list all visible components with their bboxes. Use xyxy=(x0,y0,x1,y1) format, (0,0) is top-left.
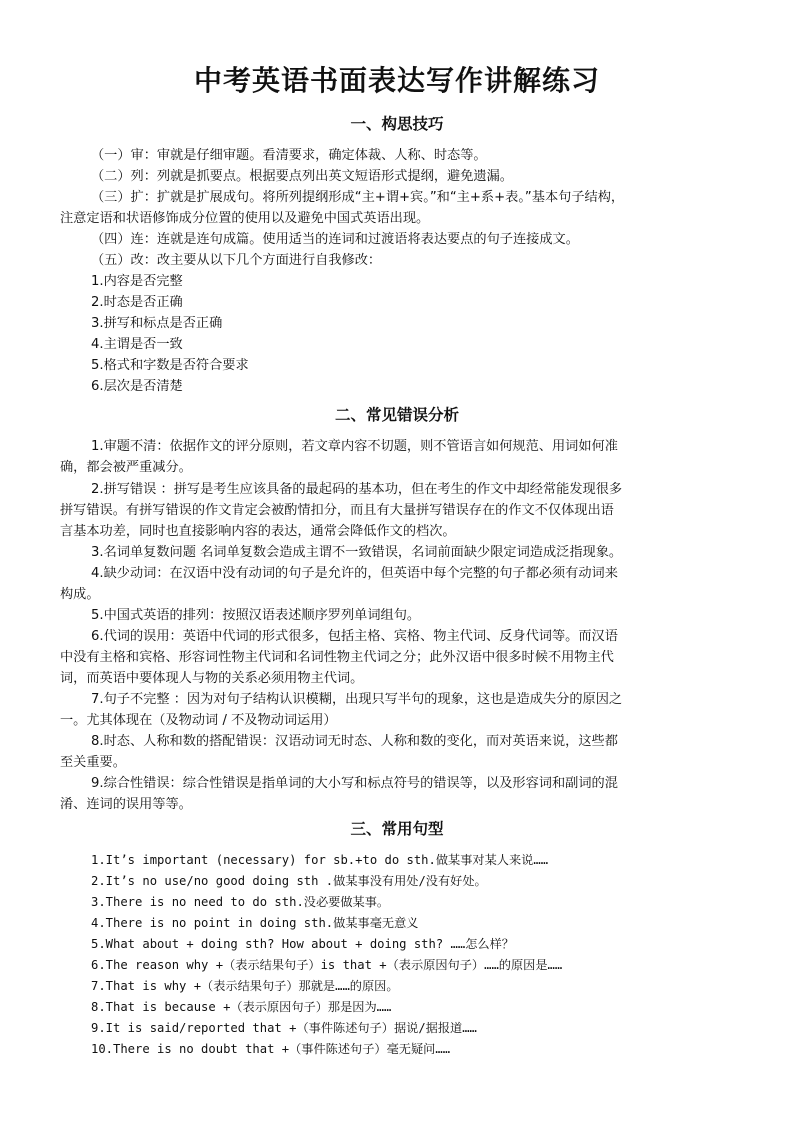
page-title: 中考英语书面表达写作讲解练习 xyxy=(193,64,600,97)
paragraph-line: 一。尤其体现在（及物动词 / 不及物动词运用） xyxy=(60,713,337,728)
list-item: 4.主谓是否一致 xyxy=(91,337,183,352)
paragraph-line: 中没有主格和宾格、形容词性物主代词和名词性物主代词之分；此外汉语中很多时候不用物主代 xyxy=(60,650,614,665)
sentence-pattern: 4.There is no point in doing sth.做某事毫无意义 xyxy=(91,916,419,930)
paragraph-line: （五）改：改主要从以下几个方面进行自我修改： xyxy=(91,253,382,268)
sentence-pattern: 9.It is said/reported that +（事件陈述句子）据说/据报道…… xyxy=(91,1021,477,1035)
paragraph-line: 注意定语和状语修饰成分位置的使用以及避免中国式英语出现。 xyxy=(60,211,430,226)
list-item: 1.内容是否完整 xyxy=(91,274,183,289)
paragraph-line: 7.句子不完整 ：因为对句子结构认识模糊，出现只写半句的现象，这也是造成失分的原因之 xyxy=(91,692,623,707)
list-item: 3.拼写和标点是否正确 xyxy=(91,316,223,331)
paragraph-line: 6.代词的误用：英语中代词的形式很多，包括主格、宾格、物主代词、反身代词等。而汉语 xyxy=(91,629,618,644)
paragraph-line: 构成。 xyxy=(60,587,100,602)
section-heading-techniques: 一、构思技巧 xyxy=(350,114,444,133)
paragraph-line: 8.时态、人称和数的搭配错误：汉语动词无时态、人称和数的变化，而对英语来说，这些都 xyxy=(91,734,618,749)
paragraph-line: 3.名词单复数问题 名词单复数会造成主谓不一致错误，名词前面缺少限定词造成泛指现象。 xyxy=(91,545,623,560)
paragraph-line: （三）扩：扩就是扩展成句。将所列提纲形成“主+谓+宾。”和“主+系+表。”基本句子结构， xyxy=(91,190,625,205)
paragraph-line: 词，而英语中要体现人与物的关系必须用物主代词。 xyxy=(60,671,364,686)
paragraph-line: （四）连：连就是连句成篇。使用适当的连词和过渡语将表达要点的句子连接成文。 xyxy=(91,232,579,247)
list-item: 5.格式和字数是否符合要求 xyxy=(91,358,249,373)
section-heading-errors: 二、常见错误分析 xyxy=(334,405,459,424)
paragraph-line: 1.审题不清：依据作文的评分原则，若文章内容不切题，则不管语言如何规范、用词如何准 xyxy=(91,439,618,454)
sentence-pattern: 6.The reason why +（表示结果句子）is that +（表示原因句子）……的原因是…… xyxy=(91,958,563,972)
sentence-pattern: 10.There is no doubt that +（事件陈述句子）毫无疑问…… xyxy=(91,1042,451,1056)
paragraph-line: （二）列：列就是抓要点。根据要点列出英文短语形式提纲，避免遗漏。 xyxy=(91,169,513,184)
paragraph-line: 至关重要。 xyxy=(60,755,126,770)
list-item: 2.时态是否正确 xyxy=(91,295,183,310)
paragraph-line: 4.缺少动词：在汉语中没有动词的句子是允许的，但英语中每个完整的句子都必须有动词来 xyxy=(91,566,618,581)
sentence-pattern: 8.That is because +（表示原因句子）那是因为…… xyxy=(91,1000,392,1014)
paragraph-line: 9.综合性错误：综合性错误是指单词的大小写和标点符号的错误等，以及形容词和副词的混 xyxy=(91,776,618,791)
sentence-pattern: 5.What about + doing sth? How about + doing sth? ……怎么样？ xyxy=(91,937,514,951)
list-item: 6.层次是否清楚 xyxy=(91,379,183,394)
sentence-pattern: 7.That is why +（表示结果句子）那就是……的原因。 xyxy=(91,979,399,993)
paragraph-line: 2.拼写错误 ：拼写是考生应该具备的最起码的基本功，但在考生的作文中却经常能发现很多 xyxy=(91,482,623,497)
paragraph-line: （一）审：审就是仔细审题。看清要求，确定体裁、人称、时态等。 xyxy=(91,148,487,163)
paragraph-line: 确，都会被严重减分。 xyxy=(60,460,192,475)
paragraph-line: 淆、连词的误用等等。 xyxy=(60,797,192,812)
sentence-pattern: 3.There is no need to do sth.没必要做某事。 xyxy=(91,895,390,909)
sentence-pattern: 1.It’s important (necessary) for sb.+to do sth.做某事对某人来说…… xyxy=(91,853,549,867)
paragraph-line: 5.中国式英语的排列：按照汉语表述顺序罗列单词组句。 xyxy=(91,608,421,623)
section-heading-sentence-patterns: 三、常用句型 xyxy=(350,819,444,838)
paragraph-line: 拼写错误。有拼写错误的作文肯定会被酌情扣分，而且有大量拼写错误存在的作文不仅体现出语 xyxy=(60,503,614,518)
paragraph-line: 言基本功差，同时也直接影响内容的表达，通常会降低作文的档次。 xyxy=(60,524,456,539)
sentence-pattern: 2.It’s no use/no good doing sth .做某事没有用处/没有好处。 xyxy=(91,874,487,888)
